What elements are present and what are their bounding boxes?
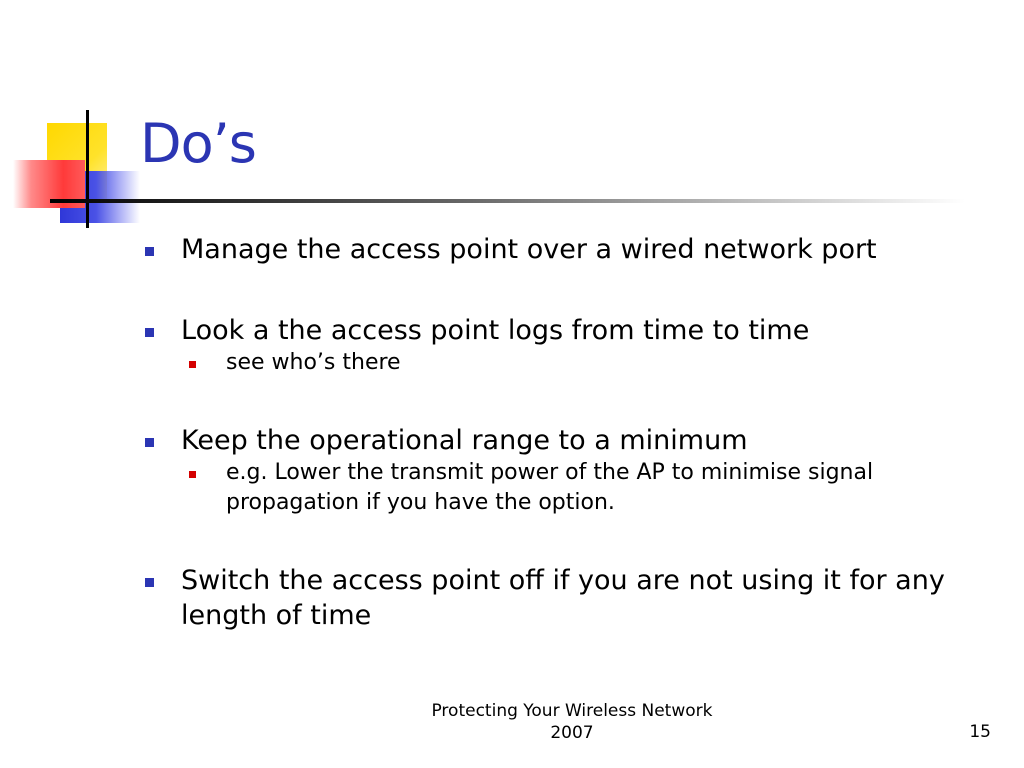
bullet-square-icon bbox=[145, 438, 154, 447]
bullet-item bbox=[145, 313, 985, 348]
bullet-square-icon bbox=[145, 578, 154, 587]
bullet-list bbox=[145, 232, 985, 633]
title-underline-rule bbox=[50, 199, 965, 203]
decorative-vertical-line bbox=[86, 110, 89, 228]
bullet-text: Manage the access point over a wired network port bbox=[181, 234, 877, 265]
bullet-text: Keep the operational range to a minimum bbox=[181, 425, 748, 456]
bullet-square-icon bbox=[145, 328, 154, 337]
bullet-text: Look a the access point logs from time to time bbox=[181, 315, 810, 346]
slide-page-number: 15 bbox=[969, 722, 991, 742]
bullet-square-icon bbox=[145, 247, 154, 256]
slide-title: Do’s bbox=[140, 112, 256, 175]
bullet-text: Switch the access point off if you are not using it for any length of time bbox=[181, 565, 945, 631]
bullet-item bbox=[145, 563, 985, 633]
footer-line-1: Protecting Your Wireless Network bbox=[431, 701, 713, 721]
sub-bullet-item bbox=[181, 458, 985, 518]
footer-title bbox=[372, 700, 772, 744]
bullet-item bbox=[145, 232, 985, 267]
sub-bullet-square-icon bbox=[189, 471, 196, 478]
bullet-item bbox=[145, 423, 985, 458]
sub-bullet-item bbox=[181, 348, 985, 378]
sub-bullet-square-icon bbox=[189, 361, 196, 368]
footer-line-2: 2007 bbox=[550, 723, 594, 743]
sub-bullet-text: e.g. Lower the transmit power of the AP to minimise signal propagation if you have the option. bbox=[226, 460, 874, 515]
sub-bullet-text: see who’s there bbox=[226, 350, 401, 375]
